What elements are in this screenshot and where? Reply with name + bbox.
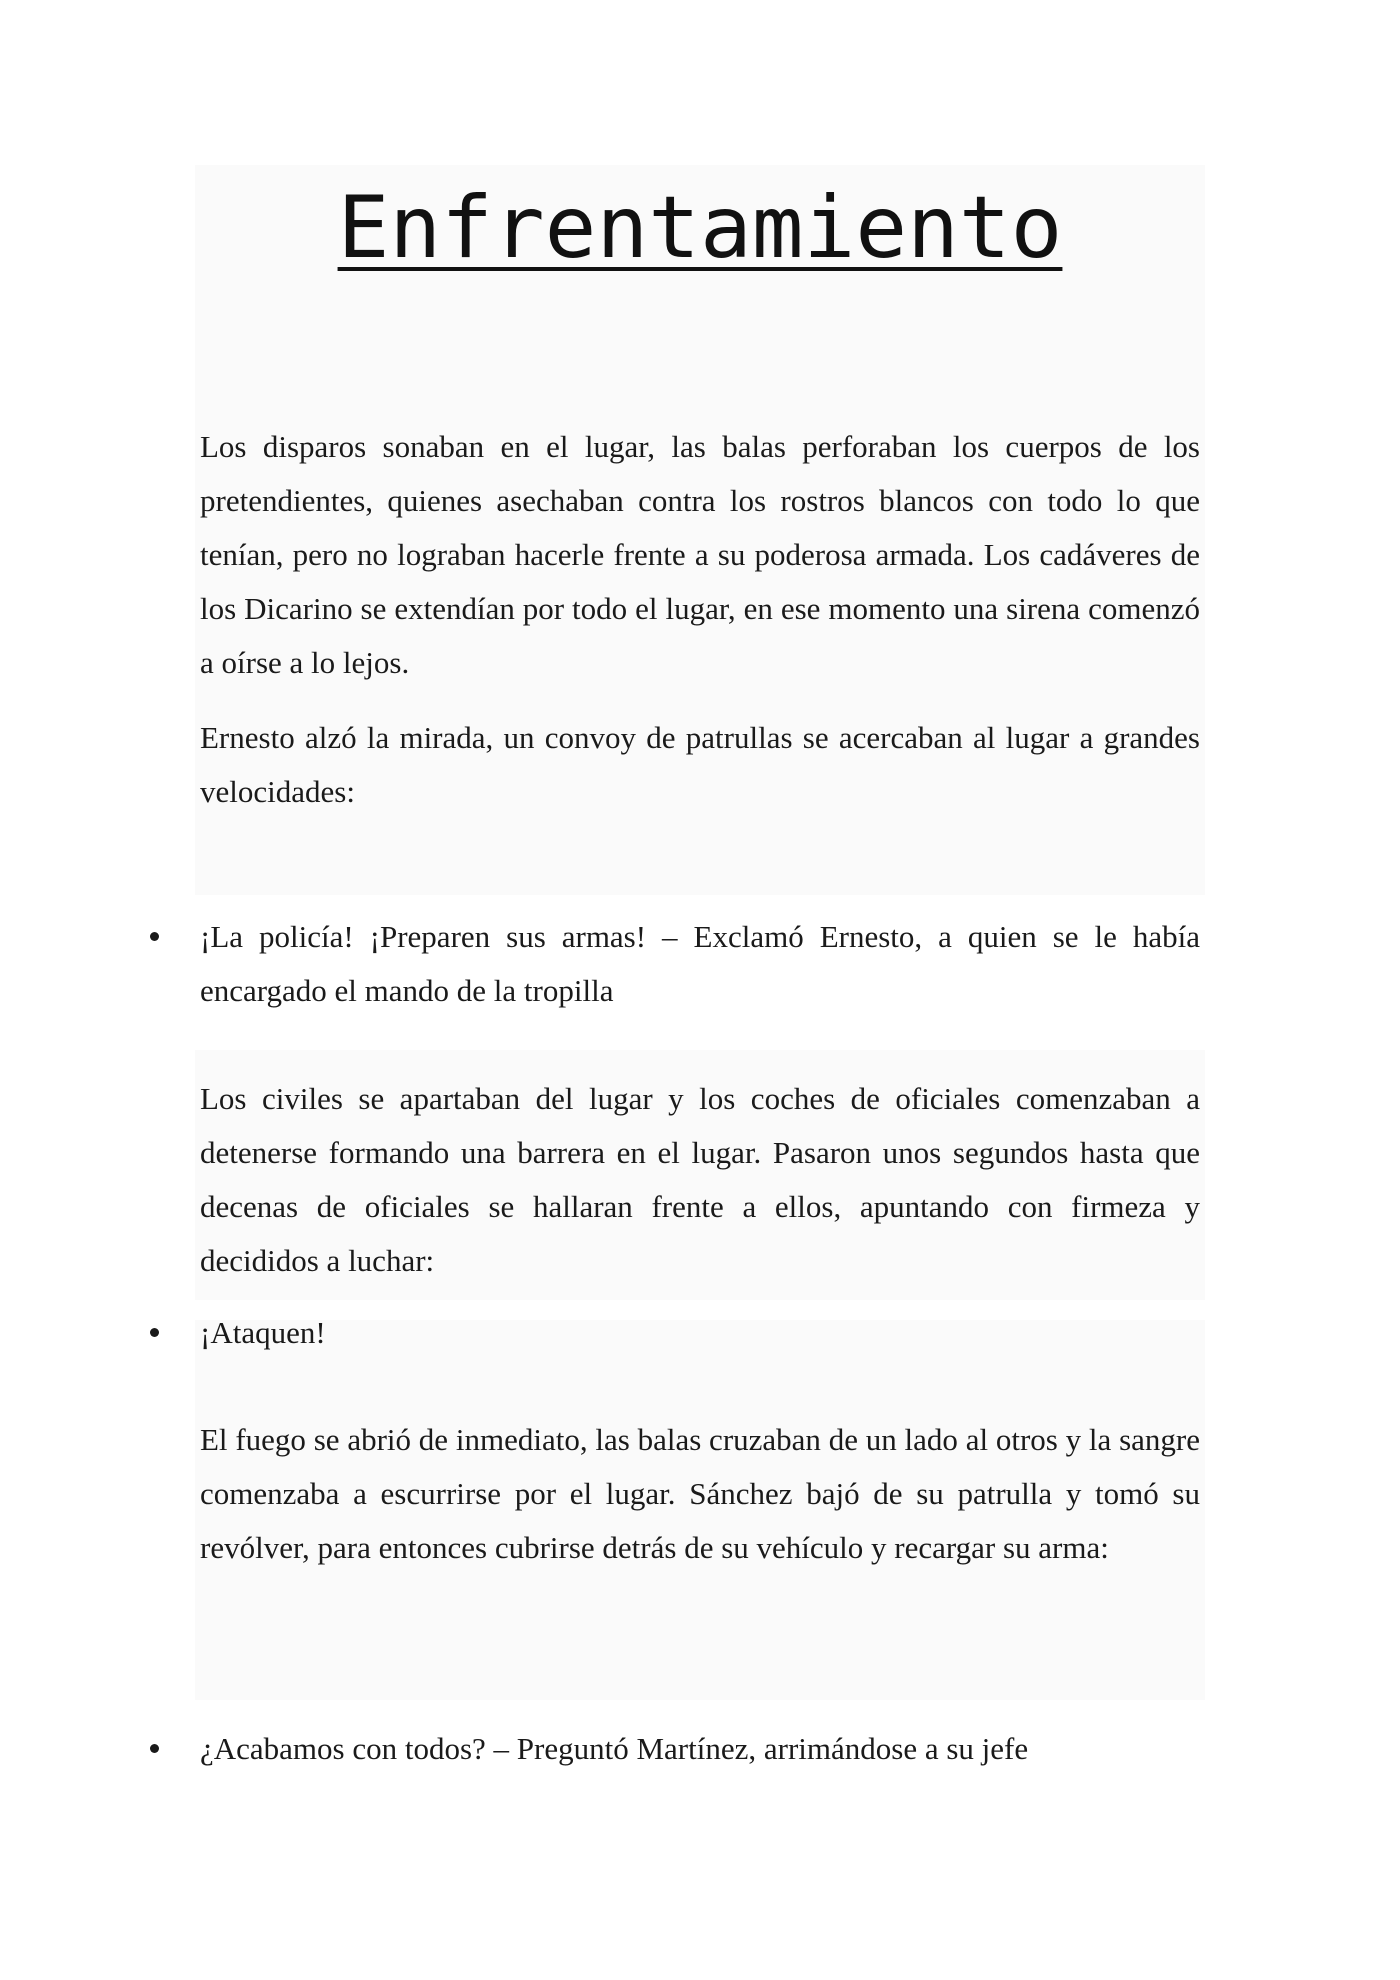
paragraph-1: Los disparos sonaban en el lugar, las balas perforaban los cuerpos de los pretendientes, quienes asechaban contra los rostros blancos con todo lo que tenían, pero no lograban hacerle frente a su poderosa armada. Los cadáveres de los Dicarino se extendían por todo el lugar, en ese momento una sirena comenzó a oírse a lo lejos. (200, 429, 1200, 680)
bullet-text-3: ¿Acabamos con todos? – Preguntó Martínez, arrimándose a su jefe (200, 1731, 1029, 1766)
bullet-icon (150, 1328, 159, 1337)
bullet-text-2: ¡Ataquen! (200, 1315, 326, 1350)
paragraph-2: Ernesto alzó la mirada, un convoy de patrullas se acercaban al lugar a grandes velocidades: (200, 720, 1200, 809)
bullet-icon (150, 1744, 159, 1753)
paragraph-4: El fuego se abrió de inmediato, las balas cruzaban de un lado al otros y la sangre comenzaba a escurrirse por el lugar. Sánchez bajó de su patrulla y tomó su revólver, para entonces cubrirse detrás de su vehículo y recargar su arma: (200, 1422, 1200, 1565)
bullet-text-1: ¡La policía! ¡Preparen sus armas! – Exclamó Ernesto, a quien se le había encargado el mando de la tropilla (200, 919, 1200, 1008)
paragraph-3: Los civiles se apartaban del lugar y los coches de oficiales comenzaban a detenerse formando una barrera en el lugar. Pasaron unos segundos hasta que decenas de oficiales se hallaran frente a ellos, apuntando con firmeza y decididos a luchar: (200, 1081, 1200, 1278)
document-title: Enfrentamiento (337, 178, 1063, 278)
bullet-icon (150, 932, 159, 941)
